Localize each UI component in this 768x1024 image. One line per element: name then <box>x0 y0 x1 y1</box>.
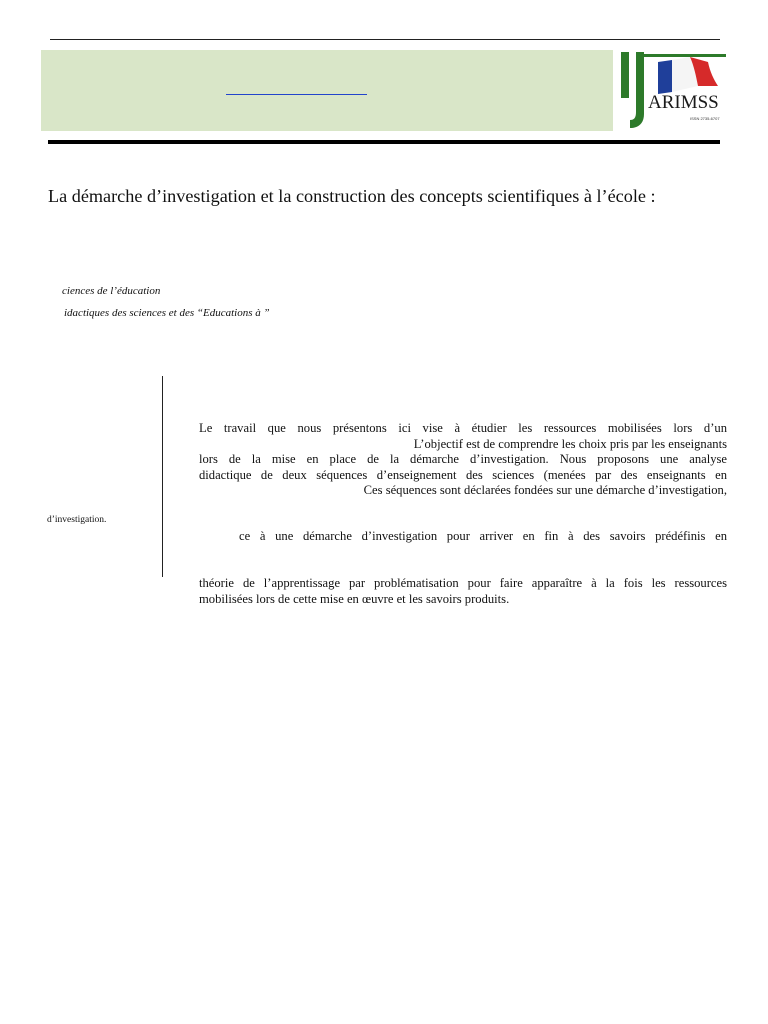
journal-logo <box>618 48 730 132</box>
abstract-block-2 <box>239 529 727 545</box>
flag-icon <box>658 57 718 94</box>
abstract-line: didactique de deux séquences d’enseignement des sciences (menées par des enseignants en <box>199 467 727 482</box>
journal-link-underline[interactable] <box>226 94 367 95</box>
svg-text:ISSN 2735-6707: ISSN 2735-6707 <box>690 116 720 121</box>
column-divider <box>162 376 163 577</box>
abstract-line: ce à une démarche d’investigation pour arriver en fin à des savoirs prédéfinis en <box>239 529 727 543</box>
journal-logo-graphic <box>618 48 730 132</box>
abstract-line: lors de la mise en place de la démarche d’investigation. Nous proposons une analyse <box>199 452 727 466</box>
abstract-line: Ces séquences sont déclarées fondées sur une démarche d’investigation, <box>363 483 727 497</box>
side-keyword: d’investigation. <box>47 515 107 525</box>
svg-text:ARIMSS: ARIMSS <box>648 92 719 113</box>
journal-banner <box>41 50 613 131</box>
header-bottom-rule <box>48 140 720 144</box>
abstract-line: théorie de l’apprentissage par problématisation pour faire apparaître à la fois les ressources <box>199 576 727 590</box>
article-title: La démarche d’investigation et la construction des concepts scientifiques à l’école : <box>48 186 656 206</box>
abstract-line: Le travail que nous présentons ici vise à étudier les ressources mobilisées lors d’un <box>199 421 727 435</box>
header-top-rule <box>50 39 720 40</box>
abstract-line: L’objectif est de comprendre les choix pris par les enseignants <box>413 436 727 451</box>
logo-letter-j <box>630 52 644 128</box>
abstract-block-3 <box>199 576 727 607</box>
abstract-line: mobilisées lors de cette mise en œuvre et les savoirs produits. <box>199 591 510 606</box>
abstract-block-1 <box>199 421 727 499</box>
logo-letter-i <box>621 52 629 98</box>
keywords-line-1: ciences de l’éducation <box>62 285 161 297</box>
keywords-line-2: idactiques des sciences et des “Educations à ” <box>64 307 270 319</box>
